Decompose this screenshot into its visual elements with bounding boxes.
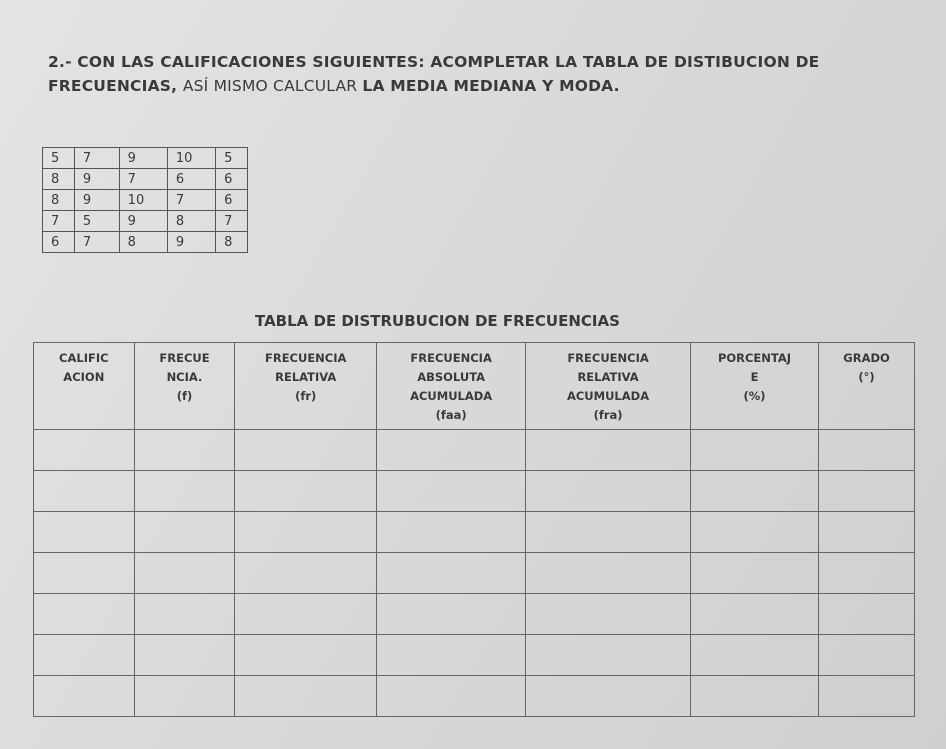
grade-cell: 6: [216, 190, 248, 211]
grade-cell: 7: [216, 211, 248, 232]
grade-cell: 6: [167, 169, 215, 190]
empty-cell[interactable]: [690, 430, 818, 471]
empty-cell[interactable]: [819, 471, 915, 512]
grade-cell: 8: [216, 232, 248, 253]
empty-cell[interactable]: [377, 471, 526, 512]
empty-cell[interactable]: [526, 471, 691, 512]
empty-cell[interactable]: [34, 471, 135, 512]
empty-cell[interactable]: [235, 512, 377, 553]
empty-cell[interactable]: [690, 512, 818, 553]
empty-cell[interactable]: [235, 635, 377, 676]
grades-row: [43, 211, 248, 232]
grade-cell: 8: [167, 211, 215, 232]
empty-cell[interactable]: [377, 430, 526, 471]
column-header: FRECUE NCIA. (f): [134, 343, 235, 430]
instr-part: LA MEDIA MEDIANA Y MODA.: [362, 77, 620, 95]
grade-cell: 9: [119, 211, 167, 232]
grade-cell: 7: [167, 190, 215, 211]
empty-cell[interactable]: [526, 635, 691, 676]
instructions: [48, 50, 848, 98]
grades-row: [43, 148, 248, 169]
grade-cell: 9: [167, 232, 215, 253]
empty-cell[interactable]: [819, 553, 915, 594]
empty-cell[interactable]: [690, 635, 818, 676]
empty-cell[interactable]: [235, 471, 377, 512]
grades-table: [42, 147, 248, 253]
table-row: [34, 553, 915, 594]
empty-cell[interactable]: [134, 471, 235, 512]
table-row: [34, 471, 915, 512]
empty-cell[interactable]: [134, 594, 235, 635]
column-header: FRECUENCIA ABSOLUTA ACUMULADA (faa): [377, 343, 526, 430]
frequency-table: [33, 342, 915, 717]
grade-cell: 7: [74, 148, 119, 169]
empty-cell[interactable]: [377, 553, 526, 594]
column-header: FRECUENCIA RELATIVA ACUMULADA (fra): [526, 343, 691, 430]
grade-cell: 5: [74, 211, 119, 232]
empty-cell[interactable]: [819, 594, 915, 635]
empty-cell[interactable]: [819, 430, 915, 471]
empty-cell[interactable]: [690, 676, 818, 717]
empty-cell[interactable]: [134, 553, 235, 594]
column-header: CALIFIC ACION: [34, 343, 135, 430]
empty-cell[interactable]: [34, 594, 135, 635]
empty-cell[interactable]: [34, 553, 135, 594]
empty-cell[interactable]: [377, 512, 526, 553]
table-row: [34, 676, 915, 717]
empty-cell[interactable]: [34, 676, 135, 717]
column-header: GRADO (°): [819, 343, 915, 430]
empty-cell[interactable]: [526, 430, 691, 471]
grade-cell: 9: [119, 148, 167, 169]
table-title: TABLA DE DISTRUBUCION DE FRECUENCIAS: [255, 312, 620, 330]
empty-cell[interactable]: [377, 676, 526, 717]
empty-cell[interactable]: [819, 676, 915, 717]
empty-cell[interactable]: [690, 594, 818, 635]
grades-row: [43, 190, 248, 211]
empty-cell[interactable]: [526, 553, 691, 594]
empty-cell[interactable]: [235, 676, 377, 717]
empty-cell[interactable]: [819, 635, 915, 676]
grades-row: [43, 232, 248, 253]
grade-cell: 10: [167, 148, 215, 169]
empty-cell[interactable]: [235, 594, 377, 635]
empty-cell[interactable]: [690, 471, 818, 512]
empty-cell[interactable]: [526, 676, 691, 717]
table-row: [34, 430, 915, 471]
empty-cell[interactable]: [690, 553, 818, 594]
empty-cell[interactable]: [235, 553, 377, 594]
empty-cell[interactable]: [819, 512, 915, 553]
grade-cell: 7: [119, 169, 167, 190]
grade-cell: 10: [119, 190, 167, 211]
empty-cell[interactable]: [526, 512, 691, 553]
grade-cell: 9: [74, 190, 119, 211]
grades-row: [43, 169, 248, 190]
grade-cell: 7: [43, 211, 75, 232]
grade-cell: 9: [74, 169, 119, 190]
grade-cell: 6: [216, 169, 248, 190]
grade-cell: 5: [43, 148, 75, 169]
column-header: PORCENTAJ E (%): [690, 343, 818, 430]
instr-part: ASÍ MISMO CALCULAR: [182, 77, 363, 95]
table-row: [34, 635, 915, 676]
empty-cell[interactable]: [526, 594, 691, 635]
instr-part: 2.- CON LAS CALIFICACIONES SIGUIENTES:: [48, 53, 431, 71]
grade-cell: 8: [43, 169, 75, 190]
grade-cell: 6: [43, 232, 75, 253]
grade-cell: 5: [216, 148, 248, 169]
empty-cell[interactable]: [34, 635, 135, 676]
empty-cell[interactable]: [134, 676, 235, 717]
empty-cell[interactable]: [377, 635, 526, 676]
empty-cell[interactable]: [134, 430, 235, 471]
grade-cell: 8: [43, 190, 75, 211]
table-row: [34, 512, 915, 553]
instr-part: ACOMPLETAR LA TABLA DE DISTIBUCION DE FRECUENCIAS,: [48, 53, 820, 95]
column-header: FRECUENCIA RELATIVA (fr): [235, 343, 377, 430]
table-row: [34, 594, 915, 635]
grade-cell: 8: [119, 232, 167, 253]
empty-cell[interactable]: [134, 635, 235, 676]
empty-cell[interactable]: [134, 512, 235, 553]
empty-cell[interactable]: [34, 430, 135, 471]
grade-cell: 7: [74, 232, 119, 253]
empty-cell[interactable]: [34, 512, 135, 553]
empty-cell[interactable]: [377, 594, 526, 635]
empty-cell[interactable]: [235, 430, 377, 471]
